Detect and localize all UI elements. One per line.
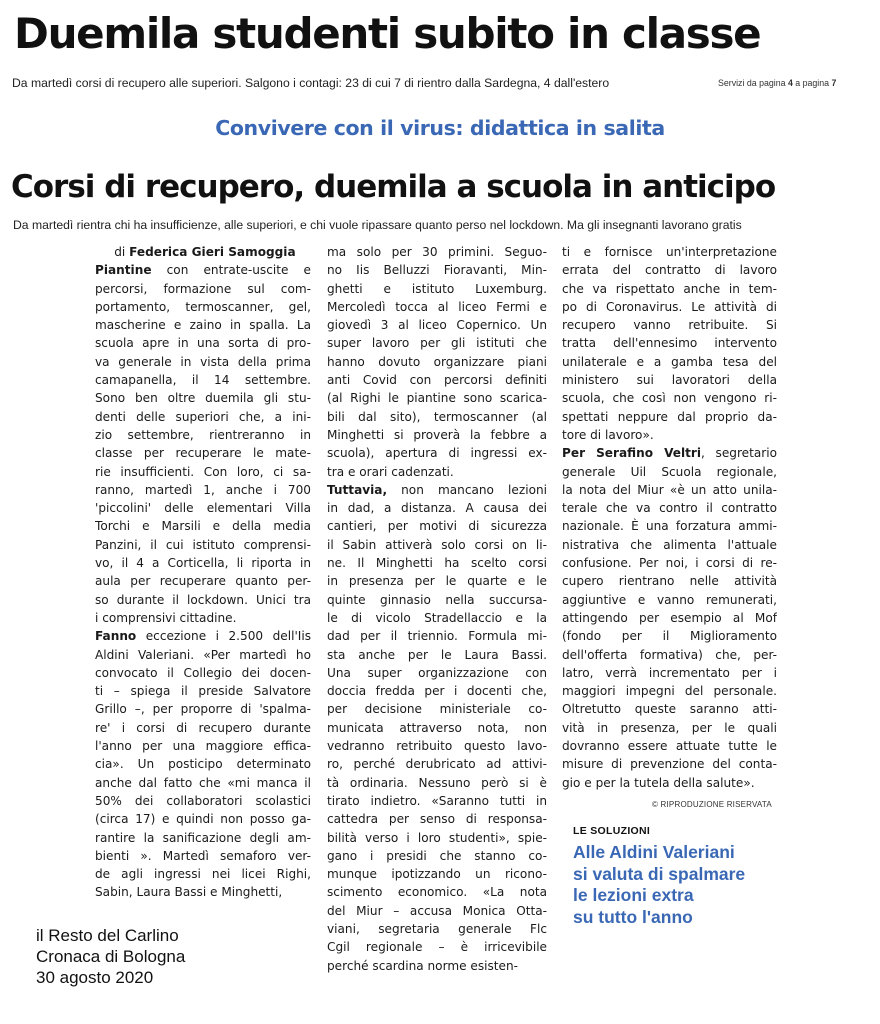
text-line: (fondo per il Miglioramento — [562, 629, 777, 644]
text-line: 'piccolini' delle elementari Villa — [95, 501, 311, 516]
column-1-paragraph-1 — [95, 261, 311, 627]
text-line: dell'offerta formativa) che, per- — [562, 647, 777, 662]
text-line: de agli ingressi nei licei Righi, — [95, 867, 311, 882]
text-line: attingendo per esempio al Mof — [562, 610, 777, 625]
source-line: 30 agosto 2020 — [36, 968, 154, 987]
column-1-paragraph-2 — [95, 627, 311, 901]
source-line: il Resto del Carlino — [36, 926, 179, 945]
text-line: perché scardina norme esisten- — [327, 958, 519, 973]
text-line: ma solo per 30 primini. Seguo- — [327, 245, 547, 259]
text-line: Grillo –, per proporre di 'spalma- — [95, 702, 311, 717]
text-line: convocato il Collegio dei docen- — [95, 665, 311, 680]
text-line: Per Serafino Veltri, segretario — [562, 446, 777, 461]
text-line: Aldini Valeriani. «Per martedì ho — [95, 647, 311, 662]
text-line: no Iis Belluzzi Fioravanti, Min- — [327, 263, 547, 278]
sidebar-line: Alle Aldini Valeriani — [573, 842, 735, 862]
article-column-1 — [95, 243, 311, 902]
text-line: l'anno per una maggiore effica- — [95, 739, 311, 754]
text-line: rantire la sanificazione degli am- — [95, 830, 311, 845]
page-reference — [718, 78, 836, 88]
text-line: del Miur – accusa Monica Otta- — [327, 903, 547, 918]
text-line: portamento, termoscanner, gel, — [95, 299, 311, 314]
text-line: anti Covid con percorsi definiti — [327, 373, 547, 388]
text-line: cattedra per senso di responsa- — [327, 812, 547, 827]
text-line: percorsi, formazione sul com- — [95, 281, 311, 296]
main-headline: Duemila studenti subito in classe — [14, 9, 761, 58]
text-line: tirato indietro. «Saranno tutti in — [327, 793, 547, 808]
text-line: scimento economico. «La nota — [327, 885, 547, 900]
text-line: gio e per la tutela della salute». — [562, 775, 755, 790]
text-line: ne. Il Minghetti ha scelto corsi — [327, 556, 547, 571]
text-line: Mercoledì tocca al liceo Fermi e — [327, 299, 547, 314]
text-line: re' i corsi di recupero durante — [95, 720, 311, 735]
text-line: errata del contratto di lavoro — [562, 263, 777, 278]
sidebar-line: su tutto l'anno — [573, 906, 693, 927]
text-line: scuola), apertura di ingressi ex- — [327, 446, 547, 461]
article-title: Corsi di recupero, duemila a scuola in anticipo — [11, 169, 776, 205]
copyright-notice: © RIPRODUZIONE RISERVATA — [652, 800, 772, 809]
column-3-paragraph-2 — [562, 444, 777, 792]
text-line: nistrativa che alimenta l'attuale — [562, 537, 777, 552]
text-line: camapanella, il 14 settembre. — [95, 373, 311, 388]
text-line: scuola, che così non vengono ri- — [562, 391, 777, 406]
byline-prefix: di — [114, 245, 126, 259]
headline-subhead: Da martedì corsi di recupero alle superiori. Salgono i contagi: 23 di cui 7 di rientro dalla Sardegna, 4 dall'estero — [12, 76, 610, 90]
text-line: cia». Un posticipo determinato — [95, 757, 311, 772]
text-line: vità in presenza, per le quali — [562, 720, 777, 735]
text-line: municata attraverso nota, non — [327, 720, 547, 735]
paragraph-lead: Tuttavia, — [327, 482, 388, 497]
paragraph-lead: Per Serafino Veltri — [562, 446, 702, 461]
article-column-2 — [327, 243, 547, 975]
sidebar-label: LE SOLUZIONI — [573, 825, 651, 837]
page-ref-from: 4 — [787, 78, 793, 88]
text-line: super lavoro per gli istituti che — [327, 336, 547, 351]
text-line: unilaterale e a gamba tesa del — [562, 354, 777, 369]
text-line: dad per il triennio. Formula mi- — [327, 629, 547, 644]
text-line: che va rispettato anche in tem- — [562, 281, 777, 296]
article-column-3 — [562, 243, 777, 792]
sidebar-line: le lezioni extra — [573, 885, 694, 905]
text-line: Fanno eccezione i 2.500 dell'Iis — [95, 629, 311, 644]
text-line: aula per recuperare quanto per- — [95, 574, 311, 589]
author-name: Federica Gieri Samoggia — [129, 245, 296, 259]
text-line: va generale in vista della prima — [95, 354, 311, 369]
text-line: terale che va contro il contratto — [562, 501, 777, 516]
text-line: tra e orari cadenzati. — [327, 464, 454, 479]
byline — [95, 243, 311, 261]
text-line: dovranno essere attuate tutte le — [562, 739, 777, 754]
column-3-paragraph-1 — [562, 243, 777, 444]
text-line: la nota del Miur «è un atto unila- — [562, 482, 777, 497]
text-line: (al Righi le piantine sono scarica- — [327, 391, 547, 406]
column-2-paragraph-2 — [327, 481, 547, 975]
paragraph-lead: Fanno — [95, 629, 137, 644]
text-line: misure di prevenzione del conta- — [562, 757, 777, 772]
text-line: Oltretutto queste saranno atti- — [562, 702, 777, 717]
text-line: Minghetti si proverà la febbre a — [327, 427, 547, 442]
page-ref-to: 7 — [831, 78, 837, 88]
text-line: cantieri, per motivi di sicurezza — [327, 519, 547, 534]
text-line: sta anche per le Laura Bassi. — [327, 647, 547, 662]
text-line: tore di lavoro». — [562, 427, 654, 442]
text-line: tratta dell'ennesimo intervento — [562, 336, 777, 351]
article-deck: Da martedì rientra chi ha insufficienze, alle superiori, e chi vuole ripassare quanto perso nel lockdown. Ma gli insegnanti lavorano gratis — [13, 218, 742, 232]
text-line: spettati neppure dal proprio da- — [562, 409, 777, 424]
text-line: Panzini, il cui istituto comprensi- — [95, 537, 311, 552]
text-line: classe per recuperare le mate- — [95, 446, 311, 461]
text-line: vo, il 4 a Corticella, li riporta in — [95, 556, 311, 571]
text-line: in dad, a distanza. A causa dei — [327, 501, 547, 516]
source-note — [36, 925, 185, 988]
text-line: ro, perché derubricato ad attivi- — [327, 757, 547, 772]
text-line: so durante il lockdown. Unici tra — [95, 592, 311, 607]
sidebar-line: si valuta di spalmare — [573, 863, 746, 884]
text-line: munque ipotizzando un ricono- — [327, 867, 547, 882]
text-line: mascherine e zaino in spalla. La — [95, 318, 311, 333]
text-line: bienti ». Martedì semaforo ver- — [95, 848, 311, 863]
text-line: generale Uil Scuola regionale, — [562, 464, 777, 479]
text-line: Piantine con entrate-uscite e — [95, 263, 311, 278]
text-line: (circa 17) e quindi non posso ga- — [95, 812, 311, 827]
text-line: latro, verrà incrementato per i — [562, 665, 777, 680]
text-line: ti e fornisce un'interpretazione — [562, 245, 777, 259]
text-line: Torchi e Marsili e della media — [95, 519, 311, 534]
text-line: ti – spiega il preside Salvatore — [95, 684, 311, 699]
text-line: aggiuntive e vanno remunerati, — [562, 592, 777, 607]
text-line: Sono ben oltre duemila gli stu- — [95, 391, 311, 406]
text-line: 50% dei collaboratori scolastici — [95, 793, 311, 808]
text-line: le di vicolo Stradellaccio e la — [327, 610, 547, 625]
text-line: bilità verso i loro studenti», spie- — [327, 830, 547, 845]
page-ref-prefix: Servizi da pagina — [718, 78, 786, 88]
text-line: zio settembre, rientreranno in — [95, 427, 311, 442]
text-line: per decisione ministeriale co- — [327, 702, 547, 717]
text-line: bili dal sito), termoscanner (al — [327, 409, 547, 424]
text-line: nazionale. È una forzatura ammi- — [562, 519, 777, 534]
text-line: i comprensivi cittadine. — [95, 610, 237, 625]
page-ref-mid: a pagina — [795, 78, 830, 88]
text-line: recupero vanno retribuite. Si — [562, 318, 777, 333]
text-line: ghetti e istituto Luxemburg. — [327, 281, 547, 296]
text-line: po di Coronavirus. Le attività di — [562, 299, 777, 314]
text-line: maggiori impegni del personale. — [562, 684, 777, 699]
paragraph-lead: Piantine — [95, 263, 152, 278]
column-2-paragraph-1 — [327, 243, 547, 481]
text-line: confusione. Per noi, i corsi di re- — [562, 556, 777, 571]
text-line: Una super organizzazione con — [327, 665, 547, 680]
article-kicker: Convivere con il virus: didattica in salita — [215, 116, 665, 140]
sidebar-highlight — [573, 842, 793, 928]
text-line: in presenza per le quarte e le — [327, 574, 547, 589]
text-line: gano i presidi che stanno co- — [327, 848, 547, 863]
text-line: viani, segretaria generale Flc — [327, 921, 547, 936]
text-line: quinte ginnasio nella succursa- — [327, 592, 547, 607]
text-line: doccia fredda per i docenti che, — [327, 684, 547, 699]
text-line: Sabin, Laura Bassi e Minghetti, — [95, 885, 283, 900]
text-line: ministero sui lavoratori della — [562, 373, 777, 388]
text-line: scuola apre in una sorta di pro- — [95, 336, 311, 351]
source-line: Cronaca di Bologna — [36, 947, 186, 966]
text-line: tà ordinaria. Nessuno però si è — [327, 775, 547, 790]
text-line: vedranno retribuito questo lavo- — [327, 739, 547, 754]
text-line: il Sabin attiverà solo corsi on li- — [327, 537, 547, 552]
text-line: hanno dovuto organizzare piani — [327, 354, 547, 369]
text-line: ranno, martedì 1, anche i 700 — [95, 482, 311, 497]
text-line: giovedì 3 al liceo Copernico. Un — [327, 318, 547, 333]
text-line: Tuttavia, non mancano lezioni — [327, 482, 547, 497]
text-line: cupero rientrano nelle attività — [562, 574, 777, 589]
text-line: Cgil regionale – è irricevibile — [327, 940, 547, 955]
text-line: rie insufficienti. Con loro, ci sa- — [95, 464, 311, 479]
text-line: anche dal fatto che «mi manca il — [95, 775, 311, 790]
text-line: denti delle superiori che, a ini- — [95, 409, 311, 424]
